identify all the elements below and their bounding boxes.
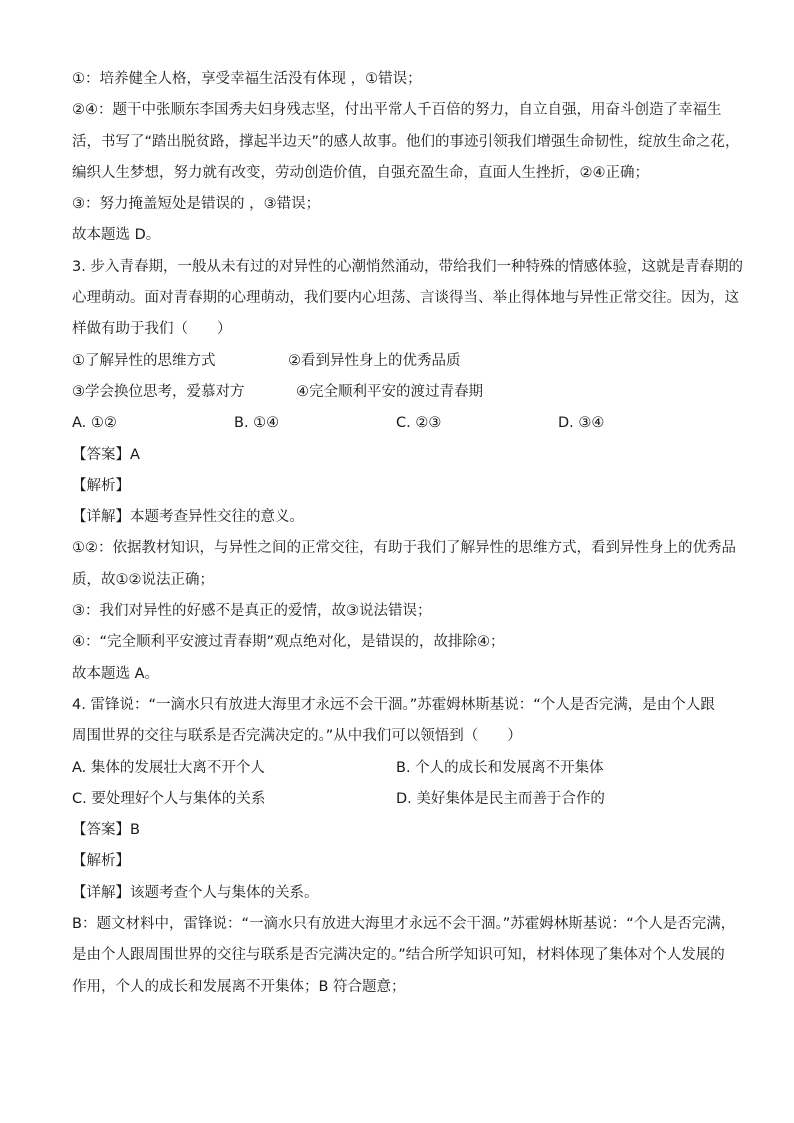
statement-item: ①了解异性的思维方式 — [72, 352, 216, 369]
question-stem-line: 周围世界的交往与联系是否完满决定的。”从中我们可以领悟到（ ） — [72, 728, 522, 745]
statement-item: ③学会换位思考，爱慕对方 — [72, 383, 245, 400]
choice-option-a: A. 集体的发展壮大离不开个人 — [72, 759, 265, 776]
detail-line: 是由个人跟周围世界的交往与联系是否完满决定的。”结合所学知识可知，材料体现了集体对个人发展的 — [72, 947, 725, 964]
question-stem-line: 样做有助于我们（ ） — [72, 321, 232, 338]
statement-item: ②看到异性身上的优秀品质 — [288, 352, 461, 369]
question-4 — [72, 690, 736, 1003]
choice-option-b: B. 个人的成长和发展离不开集体 — [396, 759, 604, 776]
statement-row — [72, 346, 732, 377]
choice-row — [72, 408, 732, 439]
detail-line: 故本题选 A。 — [72, 665, 160, 682]
choice-option-c: C. ②③ — [396, 415, 442, 432]
choice-option-c: C. 要处理好个人与集体的关系 — [72, 790, 266, 807]
text-line: 编织人生梦想，努力就有改变，劳动创造价值，自强充盈生命，直面人生挫折，②④正确； — [72, 164, 649, 181]
previous-answer-block — [72, 64, 740, 252]
statement-row — [72, 377, 732, 408]
choice-option-d: D. 美好集体是民主而善于合作的 — [396, 790, 605, 807]
choice-option-a: A. ①② — [72, 415, 117, 432]
statement-item: ④完全顺利平安的渡过青春期 — [296, 383, 483, 400]
text-line: ②④：题干中张顺东李国秀夫妇身残志坚，付出平常人千百倍的努力，自立自强，用奋斗创造了幸福生 — [72, 102, 722, 119]
text-line: ③：努力掩盖短处是错误的 ，③错误； — [72, 196, 321, 213]
detail-line: ③：我们对异性的好感不是真正的爱情，故③说法错误； — [72, 603, 432, 620]
text-line: ①：培养健全人格，享受幸福生活没有体现 ，①错误； — [72, 71, 422, 87]
detail-line: 质，故①②说法正确； — [72, 571, 214, 588]
answer-label: 【答案】B — [72, 822, 140, 839]
analysis-label: 【解析】 — [72, 477, 130, 494]
detail-line: 【详解】本题考查异性交往的意义。 — [72, 509, 304, 526]
text-line: 活，书写了“踏出脱贫路，撑起半边天”的感人故事。他们的事迹引领我们增强生命韧性，绽放生命之花， — [72, 133, 740, 150]
choice-row — [72, 753, 732, 784]
detail-line: ④：“完全顺利平安渡过青春期”观点绝对化，是错误的，故排除④； — [72, 634, 505, 651]
choice-option-b: B. ①④ — [234, 415, 280, 432]
answer-label: 【答案】A — [72, 446, 140, 463]
detail-line: B：题文材料中，雷锋说：“一滴水只有放进大海里才永远不会干涸。”苏霍姆林斯基说：“个人是否完满， — [72, 916, 736, 933]
detail-line: ①②：依据教材知识，与异性之间的正常交往，有助于我们了解异性的思维方式，看到异性身上的优秀品 — [72, 540, 736, 557]
analysis-label: 【解析】 — [72, 853, 130, 870]
choice-row — [72, 784, 732, 815]
question-stem-line: 4. 雷锋说：“一滴水只有放进大海里才永远不会干涸。”苏霍姆林斯基说：“个人是否完满，是由个人跟 — [72, 696, 715, 713]
detail-line: 作用，个人的成长和发展离不开集体；B 符合题意； — [72, 978, 406, 995]
question-3 — [72, 252, 743, 690]
detail-line: 【详解】该题考查个人与集体的关系。 — [72, 884, 319, 901]
choice-option-d: D. ③④ — [558, 415, 605, 432]
question-stem-line: 心理萌动。面对青春期的心理萌动，我们要内心坦荡、言谈得当、举止得体地与异性正常交往。因为，这 — [72, 290, 739, 307]
text-line: 故本题选 D。 — [72, 227, 161, 244]
question-stem-line: 3. 步入青春期，一般从未有过的对异性的心潮悄然涌动，带给我们一种特殊的情感体验，这就是青春期的 — [72, 258, 743, 275]
document-page — [72, 64, 743, 1003]
